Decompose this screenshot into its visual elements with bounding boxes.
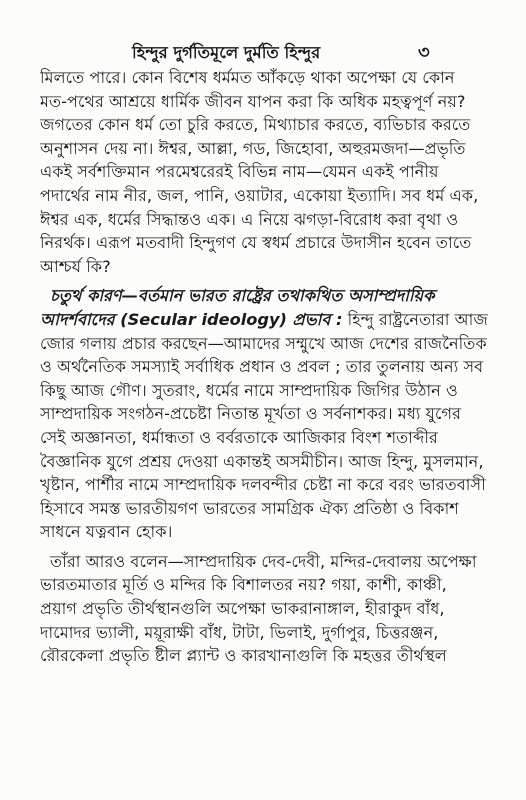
text-line: ভারতমাতার মূর্তি ও মন্দির কি বিশালতর নয়? গয়া, কাশী, কাঞ্চী, — [40, 575, 447, 595]
text-line: আশ্চর্য কি? — [40, 256, 111, 276]
text-line: সাম্প্রদায়িক সংগঠন-প্রচেষ্টা নিতান্ত মূর্খতা ও সর্বনাশকর। মধ্য যুগের — [40, 404, 461, 424]
text-line: নিরর্থক। এরূপ মতবাদী হিন্দুগণ যে স্বধর্ম প্রচারে উদাসীন হবেন তাতে — [40, 233, 472, 253]
text-line: একই সর্বশক্তিমান পরমেশ্বরেরই বিভিন্ন নাম—যেমন একই পানীয় — [40, 162, 439, 182]
text-line: বৈজ্ঞানিক যুগে প্রশ্রয় দেওয়া একান্তই অসমীচীন। আজ হিন্দু, মুসলমান, — [40, 451, 484, 471]
page-number: ৩ — [418, 42, 430, 63]
section-heading: চতুর্থ কারণ—বর্তমান ভারত রাষ্ট্রের তথাকথিত অসাম্প্রদায়িক — [50, 286, 435, 306]
text-line: মিলতে পারে। কোন বিশেষ ধর্মমত আঁকড়ে থাকা অপেক্ষা যে কোন — [40, 68, 455, 87]
text-line: জোর গলায় প্রচার করছেন—আমাদের সম্মুখে আজ দেশের রাজনৈতিক — [40, 333, 487, 353]
text-line: অনুশাসন দেয় না। ঈশ্বর, আল্লা, গড, জিহোবা, অহুরমজদা—প্রভৃতি — [40, 138, 466, 158]
text-line: রৌরকেলা প্রভৃতি ষ্টীল প্ল্যান্ট ও কারখানাগুলি কি মহত্তর তীর্থস্থল — [40, 646, 447, 666]
text-line: কিছু আজ গৌণ। সুতরাং, ধর্মের নামে সাম্প্রদায়িক জিগির উঠান ও — [40, 380, 458, 400]
text-line: সেই অজ্ঞানতা, ধর্মান্ধতা ও বর্বরতাকে আজিকার বিংশ শতাব্দীর — [40, 427, 438, 447]
text-line: মত-পথের আশ্রয়ে ধার্মিক জীবন যাপন করা কি অধিক মহত্বপূর্ণ নয়? — [40, 91, 466, 111]
paragraph — [40, 550, 500, 668]
paragraph — [40, 284, 500, 544]
text-line: ঈশ্বর এক, ধর্মের সিদ্ধান্তও এক। এ নিয়ে ঝগড়া-বিরোধ করা বৃথা ও — [40, 209, 459, 229]
text-line: সাধনে যত্নবান হোক। — [40, 522, 173, 542]
page-header — [0, 36, 526, 64]
section-heading-continued: আদর্শবাদের (Secular ideology) প্রভাব : — [40, 309, 343, 329]
text-line: খৃষ্টান, পার্শীর নামে সাম্প্রদায়িক দলবন্দীর চেষ্টা না করে বরং ভারতবাসী — [40, 475, 486, 495]
text-line: তাঁরা আরও বলেন—সাম্প্রদায়িক দেব-দেবী, মন্দির-দেবালয় অপেক্ষা — [50, 551, 477, 571]
paragraph — [40, 66, 500, 278]
text-line: জগতের কোন ধর্ম তো চুরি করতে, মিথ্যাচার করতে, ব্যভিচার করতে — [40, 115, 471, 135]
text-line: ও অর্থনৈতিক সমস্যাই সর্বাধিক প্রধান ও প্রবল ; তার তুলনায় অন্য সব — [40, 357, 484, 377]
text-line — [40, 308, 500, 332]
running-title: হিন্দুর দুর্গতিমূলে দুর্মতি হিন্দুর — [132, 43, 321, 62]
body-text — [40, 66, 500, 668]
text-line: দামোদর ভ্যালী, ময়ূরাক্ষী বাঁধ, টাটা, ভিলাই, দুর্গাপুর, চিত্তরঞ্জন, — [40, 622, 439, 642]
text-line: প্রয়াগ প্রভৃতি তীর্থস্থানগুলি অপেক্ষা ভাকরানাঙ্গাল, হীরাকুদ বাঁধ, — [40, 599, 445, 619]
text-line: পদার্থের নাম নীর, জল, পানি, ওয়াটার, একোয়া ইত্যাদি। সব ধর্ম এক, — [40, 185, 479, 205]
text-line: হিসাবে সমস্ত ভারতীয়গণ ভারতের সামগ্রিক ঐক্য প্রতিষ্ঠা ও বিকাশ — [40, 498, 459, 518]
text-run: হিন্দু রাষ্ট্রনেতারা আজ — [342, 309, 488, 329]
